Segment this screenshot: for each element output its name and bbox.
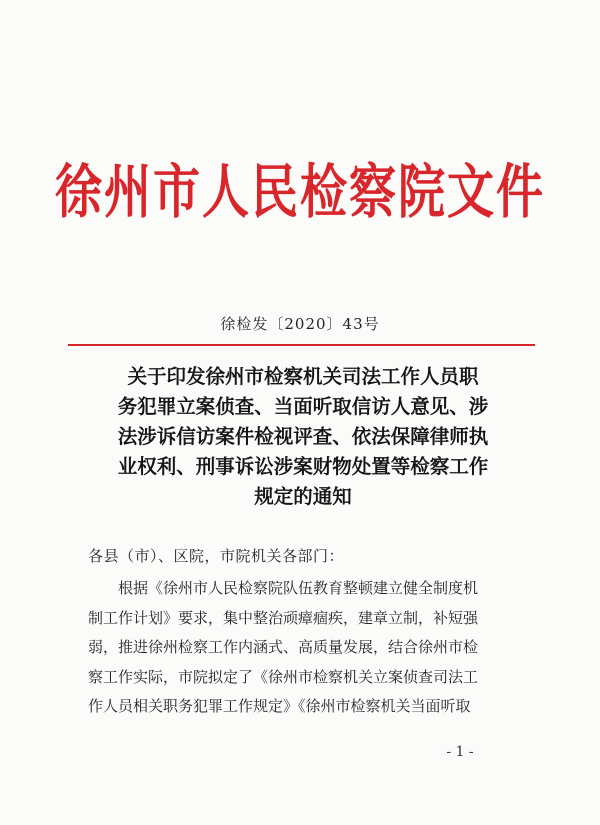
notice-title-line: 关于印发徐州市检察机关司法工作人员职: [127, 365, 479, 388]
body-line: 制工作计划》要求，集中整治顽瘴痼疾，建章立制，补短强: [88, 608, 479, 627]
body-line: 根据《徐州市人民检察院队伍教育整顿建立健全制度机: [88, 579, 479, 597]
page-number: - 1 -: [446, 744, 474, 760]
notice-title-line: 法涉诉信访案件检视评查、依法保障律师执: [117, 425, 489, 448]
document-header-title: 徐州市人民检察院文件: [55, 158, 545, 227]
document-number: 徐检发〔2020〕43号: [220, 315, 380, 333]
notice-title-line: 业权利、刑事诉讼涉案财物处置等检察工作: [117, 455, 489, 478]
red-divider-line: [68, 344, 535, 346]
addressee-line: 各县（市）、区院，市院机关各部门：: [88, 547, 345, 565]
notice-title-line: 规定的通知: [254, 485, 352, 508]
notice-title-line: 务犯罪立案侦查、当面听取信访人意见、涉: [117, 395, 489, 418]
body-line: 弱，推进徐州检察工作内涵式、高质量发展，结合徐州市检: [88, 638, 479, 657]
notice-title: [78, 362, 528, 512]
body-paragraph: [88, 574, 520, 722]
body-line: 察工作实际，市院拟定了《徐州市检察机关立案侦查司法工: [88, 667, 479, 686]
body-line: 作人员相关职务犯罪工作规定》《徐州市检察机关当面听取: [88, 697, 471, 716]
